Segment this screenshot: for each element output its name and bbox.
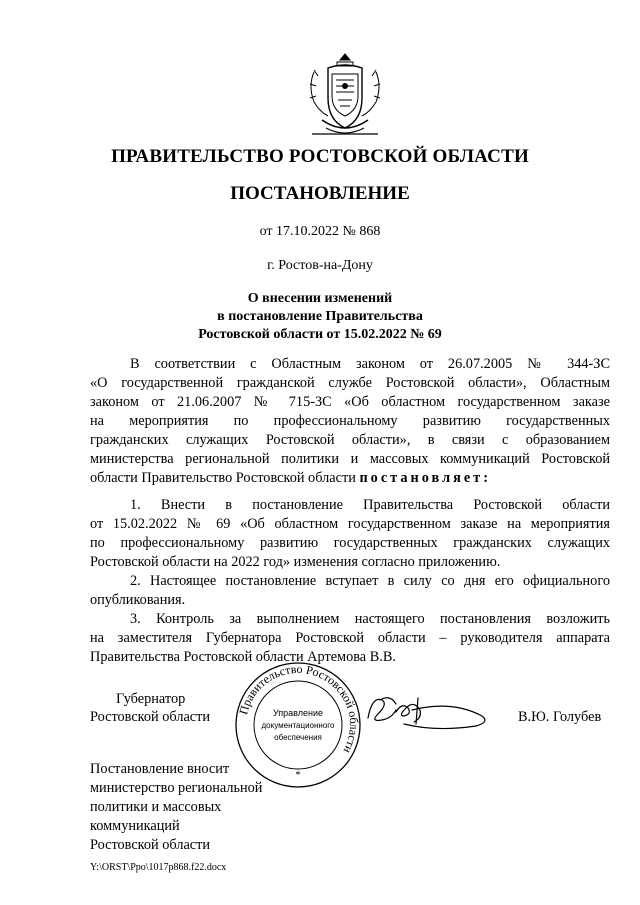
- decree-items: [90, 496, 610, 667]
- item-2-line: 2. Настоящее постановление вступает в силу со дня его официального: [130, 573, 610, 589]
- document-heading: [0, 290, 640, 344]
- heading-line: О внесении изменений: [247, 291, 393, 306]
- item-3-line: 3. Контроль за выполнением настоящего постановления возложить: [130, 611, 610, 627]
- seal-star-icon: *: [295, 770, 301, 781]
- date-number: от 17.10.2022 № 868: [259, 224, 381, 239]
- preamble-line: законом от 21.06.2007 № 715-ЗС «Об областном государственном заказе: [90, 394, 610, 410]
- signer-position-line1: Губернатор: [116, 691, 186, 707]
- seal-ring-text: Правительство Ростовской области: [236, 661, 362, 756]
- seal-inner-line: обеспечения: [274, 733, 322, 742]
- preamble-line-last: [90, 469, 610, 488]
- seal-inner-line: Управление: [272, 708, 324, 718]
- preamble-line: «О государственной гражданской службе Ростовской области», Областным: [90, 375, 610, 391]
- item-3-line: Правительства Ростовской области Артемова В.В.: [90, 649, 396, 665]
- file-path: Y:\ORST\Ppo\1017p868.f22.docx: [90, 862, 227, 873]
- introduced-by-line: министерство региональной: [90, 780, 263, 796]
- city: г. Ростов-на-Дону: [267, 258, 373, 273]
- item-1-line: 1. Внести в постановление Правительства Ростовской области: [130, 497, 610, 513]
- document-type: ПОСТАНОВЛЕНИЕ: [230, 183, 410, 204]
- heading-line: Ростовской области от 15.02.2022 № 69: [198, 327, 442, 342]
- item-1-line: по профессиональному развитию государственных гражданских служащих: [90, 535, 610, 551]
- organization-title: ПРАВИТЕЛЬСТВО РОСТОВСКОЙ ОБЛАСТИ: [111, 146, 529, 167]
- preamble-line: гражданских служащих Ростовской области», в связи с образованием: [90, 432, 610, 448]
- seal-inner-line: документационного: [261, 721, 335, 730]
- preamble-line: области Правительство Ростовской области: [90, 470, 356, 486]
- item-2-line: опубликования.: [90, 592, 186, 608]
- handwritten-signature: [360, 688, 495, 730]
- introduced-by-line: Ростовской области: [90, 837, 211, 853]
- preamble-line: В соответствии с Областным законом от 26.07.2005 № 344-ЗС: [130, 356, 610, 372]
- item-1-line: от 15.02.2022 № 69 «Об областном государственном заказе на мероприятия: [90, 516, 610, 532]
- signer-name: В.Ю. Голубев: [518, 709, 602, 725]
- preamble-line: министерства региональной политики и массовых коммуникаций Ростовской: [90, 451, 610, 467]
- coat-of-arms-icon: [304, 50, 386, 142]
- preamble-line: на мероприятия по профессиональному развитию государственных: [90, 413, 610, 429]
- introduced-by-line: политики и массовых: [90, 799, 222, 815]
- introduced-by-line: Постановление вносит: [90, 761, 230, 777]
- item-1-line: Ростовской области на 2022 год» изменения согласно приложению.: [90, 554, 501, 570]
- item-3-line: на заместителя Губернатора Ростовской области – руководителя аппарата: [90, 630, 610, 646]
- preamble: [90, 355, 610, 488]
- introduced-by: [90, 760, 262, 855]
- signer-position-line2: Ростовской области: [90, 709, 211, 725]
- decree-word: постановляет:: [359, 470, 491, 486]
- heading-line: в постановление Правительства: [217, 309, 423, 324]
- introduced-by-line: коммуникаций: [90, 818, 180, 834]
